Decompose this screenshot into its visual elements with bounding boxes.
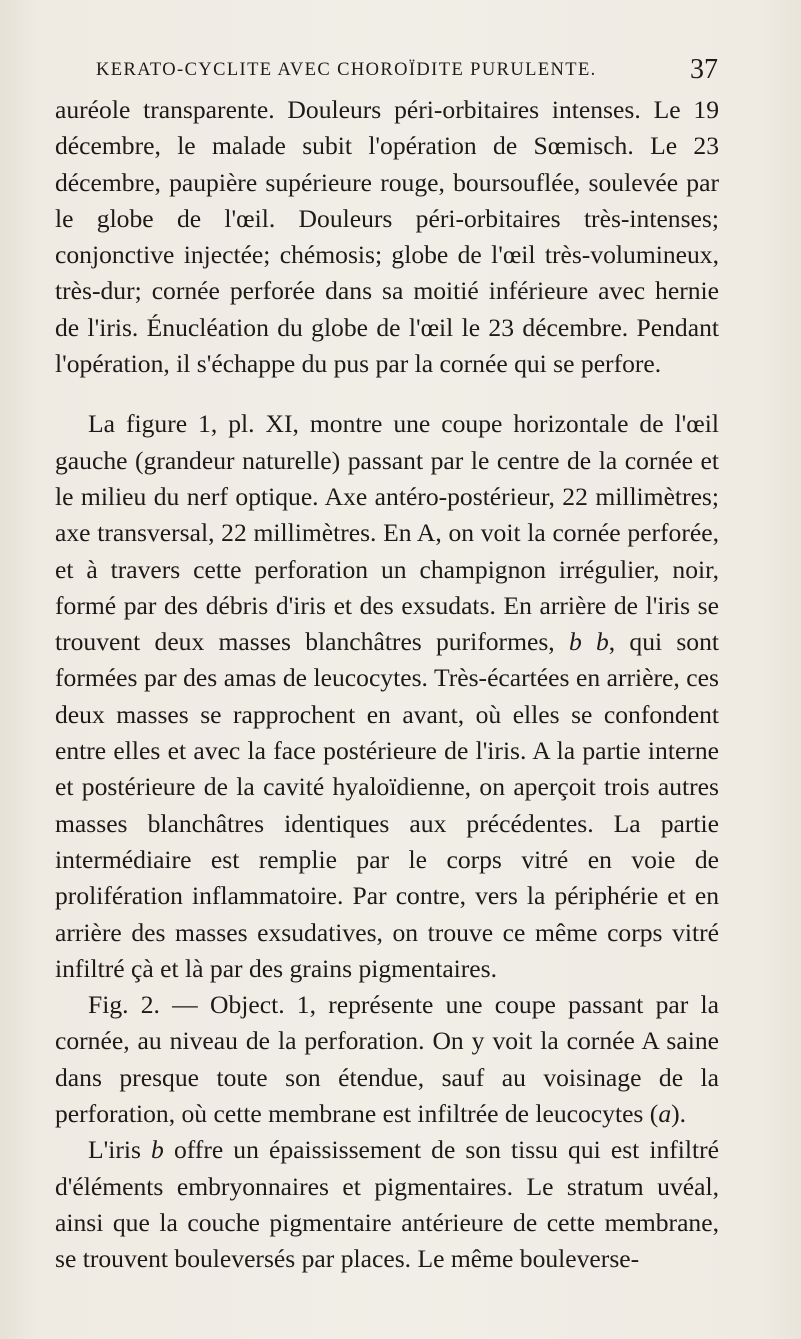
page-header: [96, 54, 718, 84]
paragraph-4: [55, 1132, 719, 1277]
paragraph-1: auréole transparente. Douleurs péri-orbitaires intenses. Le 19 décembre, le malade subit l'opération de Sœmisch. Le 23 décembre, paupière supérieure rouge, boursouflée, soulevée par le globe de l'œil. Douleurs péri-orbitaires très-intenses; conjonctive injectée; chémosis; globe de l'œil très-volumineux, très-dur; cornée perforée dans sa moitié inférieure avec hernie de l'iris. Énucléation du globe de l'œil le 23 décembre. Pendant l'opération, il s'échappe du pus par la cornée qui se perfore.: [55, 95, 719, 379]
paragraph-4-label-b: b: [151, 1135, 164, 1165]
body-text: [55, 92, 719, 1278]
paragraph-3-part-b: ).: [671, 1099, 687, 1129]
paragraph-2: [55, 406, 719, 987]
paragraph-2-part-a: La figure 1, pl. XI, montre une coupe horizontale de l'œil gauche (grandeur naturelle) passant par le centre de la cornée et le milieu du nerf optique. Axe antéro-postérieur, 22 millimètres; axe transversal, 22 millimètres. En A, on voit la cornée perforée, et à travers cette perforation un champignon irrégulier, noir, formé par des débris d'iris et des exsudats. En arrière de l'iris se trouvent deux masses blanchâtres puriformes,: [55, 409, 719, 657]
paragraph-2-part-b: , qui sont formées par des amas de leucocytes. Très-écartées en arrière, ces deux masses se rapprochent en avant, où elles se confondent entre elles et avec la face postérieure de l'iris. A la partie interne et postérieure de la cavité hyaloïdienne, on aperçoit trois autres masses blanchâtres identiques aux précédentes. La partie intermédiaire est remplie par le corps vitré en voie de prolifération inflammatoire. Par contre, vers la périphérie et en arrière des masses exsudatives, on trouve ce même corps vitré infiltré çà et là par des grains pigmentaires.: [55, 627, 719, 983]
page-number: 37: [690, 54, 718, 85]
paragraph-4-part-b: offre un épaississement de son tissu qui est infiltré d'éléments embryonnaires et pigmentaires. Le stratum uvéal, ainsi que la couche pigmentaire antérieure de cette membrane, se trouvent bouleversés par places. Le même bouleverse-: [55, 1135, 719, 1274]
paragraph-3-part-a: Fig. 2. — Object. 1, représente une coupe passant par la cornée, au niveau de la perforation. On y voit la cornée A saine dans presque toute son étendue, sauf au voisinage de la perforation, où cette membrane est infiltrée de leucocytes (: [55, 990, 719, 1129]
paragraph-3: [55, 987, 719, 1132]
paragraph-4-part-a: L'iris: [88, 1135, 141, 1165]
running-title: KERATO-CYCLITE AVEC CHOROÏDITE PURULENTE.: [96, 60, 597, 80]
paragraph-2-label-bb: b b: [568, 627, 609, 657]
paragraph-3-label-a: a: [658, 1099, 672, 1129]
